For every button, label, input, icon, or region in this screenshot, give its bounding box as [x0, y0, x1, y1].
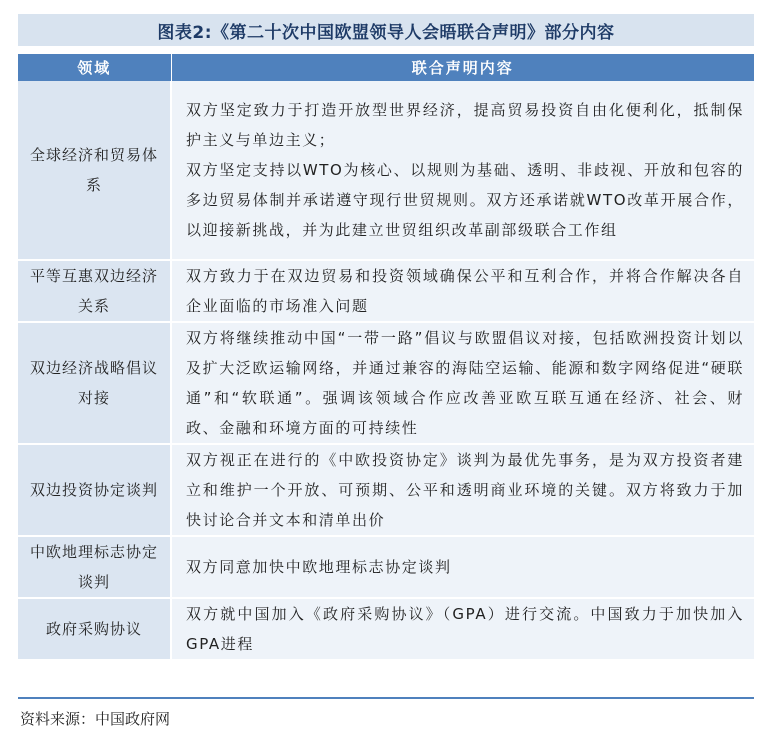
- table-row: [18, 260, 754, 322]
- content-paragraph: 双方同意加快中欧地理标志协定谈判: [186, 558, 452, 576]
- table-row: [18, 536, 754, 598]
- row-content: [171, 81, 754, 260]
- row-content: [171, 444, 754, 536]
- header-content: 联合声明内容: [171, 54, 754, 81]
- row-domain: 中欧地理标志协定谈判: [18, 536, 171, 598]
- row-domain: 平等互惠双边经济关系: [18, 260, 171, 322]
- content-paragraph: 双方致力于在双边贸易和投资领域确保公平和互利合作，并将合作解决各自企业面临的市场准入问题: [186, 267, 744, 315]
- header-domain: 领域: [18, 54, 171, 81]
- table-row: [18, 322, 754, 444]
- row-content: [171, 598, 754, 660]
- table-row: [18, 81, 754, 260]
- source-note: 资料来源：中国政府网: [20, 710, 171, 728]
- table-row: [18, 444, 754, 536]
- row-domain: 双边投资协定谈判: [18, 444, 171, 536]
- row-content: [171, 322, 754, 444]
- table-row: [18, 598, 754, 660]
- content-paragraph: 双方将继续推动中国“一带一路”倡议与欧盟倡议对接，包括欧洲投资计划以及扩大泛欧运输网络，并通过兼容的海陆空运输、能源和数字网络促进“硬联通”和“软联通”。强调该领域合作应改善亚欧互联互通在经济、社会、财政、金融和环境方面的可持续性: [186, 329, 744, 437]
- row-domain: 政府采购协议: [18, 598, 171, 660]
- row-content: [171, 260, 754, 322]
- row-domain: 双边经济战略倡议对接: [18, 322, 171, 444]
- content-paragraph: 双方坚定致力于打造开放型世界经济，提高贸易投资自由化便利化，抵制保护主义与单边主义；: [186, 101, 744, 149]
- content-paragraph: 双方就中国加入《政府采购协议》（GPA）进行交流。中国致力于加快加入GPA进程: [186, 605, 744, 653]
- content-paragraph: 双方视正在进行的《中欧投资协定》谈判为最优先事务，是为双方投资者建立和维护一个开放、可预期、公平和透明商业环境的关键。双方将致力于加快讨论合并文本和清单出价: [186, 451, 744, 529]
- table-header-row: [18, 54, 754, 81]
- table-title: 图表2:《第二十次中国欧盟领导人会晤联合声明》部分内容: [18, 14, 754, 46]
- statement-table: [18, 54, 754, 661]
- content-paragraph: 双方坚定支持以WTO为核心、以规则为基础、透明、非歧视、开放和包容的多边贸易体制并承诺遵守现行世贸规则。双方还承诺就WTO改革开展合作，以迎接新挑战，并为此建立世贸组织改革副部级联合工作组: [186, 161, 744, 239]
- row-domain: 全球经济和贸易体系: [18, 81, 171, 260]
- row-content: [171, 536, 754, 598]
- source-divider: [18, 697, 754, 699]
